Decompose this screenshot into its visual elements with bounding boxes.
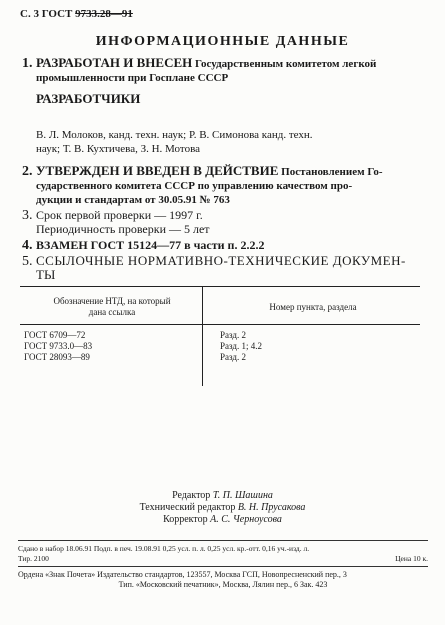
item-heading: ВЗАМЕН ГОСТ 15124—77 в части п. 2.2.2	[36, 238, 265, 252]
item-number: 1.	[22, 56, 33, 71]
table-header-document: Обозначение НТД, на который дана ссылка	[53, 296, 171, 317]
printer-line: Ордена «Знак Почета» Издательство стандартов, 123557, Москва ГСП, Новопресненский пер., 3	[18, 570, 347, 579]
table-header-section: Номер пункта, раздела	[269, 302, 357, 312]
references-table	[20, 286, 420, 392]
item-heading: УТВЕРЖДЕН И ВВЕДЕН В ДЕЙСТВИЕ	[36, 163, 279, 178]
item-heading: ТЫ	[36, 267, 56, 282]
item-heading: РАЗРАБОТАН И ВНЕСЕН	[36, 55, 193, 70]
imprint-divider	[18, 540, 428, 541]
header-gost: ГОСТ	[41, 8, 73, 20]
printer-line: Тип. «Московский печатник», Москва, Лялин пер., 6 Зак. 423	[118, 580, 328, 589]
table-column-documents	[24, 330, 92, 363]
item-number: 4.	[22, 238, 33, 253]
page-number: С. 3	[20, 8, 39, 20]
page-title: ИНФОРМАЦИОННЫЕ ДАННЫЕ	[95, 34, 350, 49]
header-standard-number: 9733.28—91	[75, 8, 133, 20]
editor-line: Редактор Т. П. Шашина	[172, 490, 273, 501]
item-text: сударственного комитета СССР по управлению качеством про-	[36, 180, 353, 192]
table-cell: ГОСТ 9733.0—83	[24, 341, 93, 351]
table-column-sections	[220, 330, 262, 363]
item-number: 5.	[22, 254, 33, 269]
imprint-divider	[18, 566, 428, 567]
tech-editor-line: Технический редактор В. Н. Прусакова	[139, 502, 306, 513]
developers-line: В. Л. Молоков, канд. техн. наук; Р. В. Симонова канд. техн.	[36, 129, 313, 141]
table-cell: Разд. 2	[220, 352, 246, 362]
item-text: Постановлением Го-	[281, 166, 383, 178]
imprint-line: Тир. 2100 Цена 10 к.	[18, 554, 428, 563]
item-number: 2.	[22, 164, 33, 179]
page-header	[20, 8, 133, 20]
item-heading: ССЫЛОЧНЫЕ НОРМАТИВНО-ТЕХНИЧЕСКИЕ ДОКУМЕН-	[36, 253, 406, 268]
item-number: 3.	[22, 208, 33, 223]
table-cell: ГОСТ 28093—89	[24, 352, 90, 362]
info-item-1	[22, 56, 422, 106]
developers-heading: РАЗРАБОТЧИКИ	[36, 91, 141, 106]
table-cell: Разд. 2	[220, 330, 246, 340]
editors-block	[0, 490, 445, 526]
developers-list	[36, 128, 426, 156]
info-item-5	[22, 254, 422, 282]
info-item-4	[22, 238, 422, 252]
imprint-block	[18, 544, 428, 564]
table-cell: ГОСТ 6709—72	[24, 330, 86, 340]
table-cell: Разд. 1; 4.2	[220, 341, 262, 351]
item-text: Периодичность проверки — 5 лет	[36, 222, 210, 236]
item-text: Государственным комитетом легкой	[195, 58, 377, 70]
item-text: дукции и стандартам от 30.05.91 № 763	[36, 194, 230, 206]
developers-line: наук; Т. В. Кухтичева, З. Н. Мотова	[36, 143, 201, 155]
printer-block	[18, 570, 428, 590]
item-text: промышленности при Госплане СССР	[36, 72, 229, 84]
info-item-3	[22, 208, 422, 236]
imprint-line: Сдано в набор 18.06.91 Подп. в печ. 19.08.91 0,25 усл. п. л. 0,25 усл. кр.-отт. 0,16 уч.-изд. л.	[18, 544, 310, 553]
corrector-line: Корректор А. С. Черноусова	[163, 514, 282, 525]
item-text: Срок первой проверки — 1997 г.	[36, 208, 203, 222]
info-item-2	[22, 164, 422, 207]
